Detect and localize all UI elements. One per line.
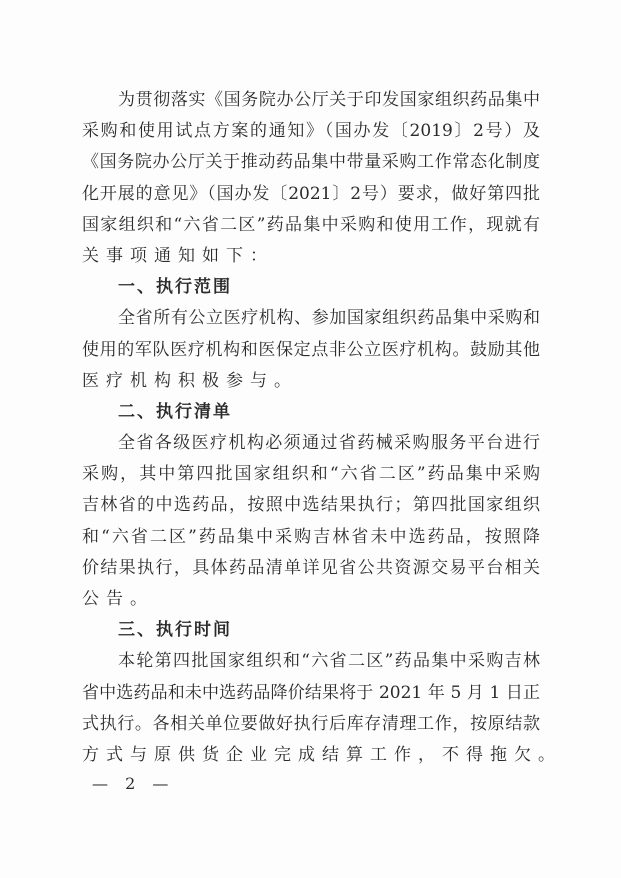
text-line: 公告。 xyxy=(82,589,154,609)
section-heading-time: 三、执行时间 xyxy=(118,620,232,641)
scope-paragraph xyxy=(82,303,540,397)
time-paragraph xyxy=(82,646,562,771)
text-line: 全省所有公立医疗机构、参加国家组织药品集中采购和 xyxy=(118,308,540,329)
text-line: 式执行。各相关单位要做好执行后库存清理工作，按原结款 xyxy=(82,713,540,734)
text-line: 方式与原供货企业完成结算工作，不得拖欠。 xyxy=(82,744,562,765)
text-line: 使用的军队医疗机构和医保定点非公立医疗机构。鼓励其他 xyxy=(82,339,540,360)
text-line: 全省各级医疗机构必须通过省药械采购服务平台进行 xyxy=(118,433,540,454)
section-heading-list: 二、执行清单 xyxy=(118,401,232,422)
text-line: 为贯彻落实《国务院办公厅关于印发国家组织药品集中 xyxy=(118,90,540,110)
text-line: 价结果执行，具体药品清单详见省公共资源交易平台相关 xyxy=(82,557,540,578)
text-line: 关事项通知如下： xyxy=(82,245,274,266)
text-line: 化开展的意见》（国办发〔2021〕2号）要求，做好第四批 xyxy=(82,183,540,204)
list-paragraph xyxy=(82,428,540,615)
text-line: 《国务院办公厅关于推动药品集中带量采购工作常态化制度 xyxy=(82,152,540,173)
text-line: 省中选药品和未中选药品降价结果将于 2021 年 5 月 1 日正 xyxy=(82,682,540,703)
text-line: 医疗机构积极参与。 xyxy=(82,370,298,391)
text-line: 本轮第四批国家组织和“六省二区”药品集中采购吉林 xyxy=(118,651,540,672)
page-number: — 2 — xyxy=(92,774,175,793)
section-heading-scope: 一、执行范围 xyxy=(118,277,232,298)
text-line: 采购，其中第四批国家组织和“六省二区”药品集中采购 xyxy=(82,464,540,485)
text-line: 采购和使用试点方案的通知》（国办发〔2019〕2号）及 xyxy=(82,121,540,142)
text-line: 吉林省的中选药品，按照中选结果执行；第四批国家组织 xyxy=(82,495,540,516)
text-line: 和“六省二区”药品集中采购吉林省未中选药品，按照降 xyxy=(82,526,540,547)
intro-paragraph xyxy=(82,85,540,272)
document-body xyxy=(82,85,562,771)
text-line: 国家组织和“六省二区”药品集中采购和使用工作，现就有 xyxy=(82,214,540,235)
